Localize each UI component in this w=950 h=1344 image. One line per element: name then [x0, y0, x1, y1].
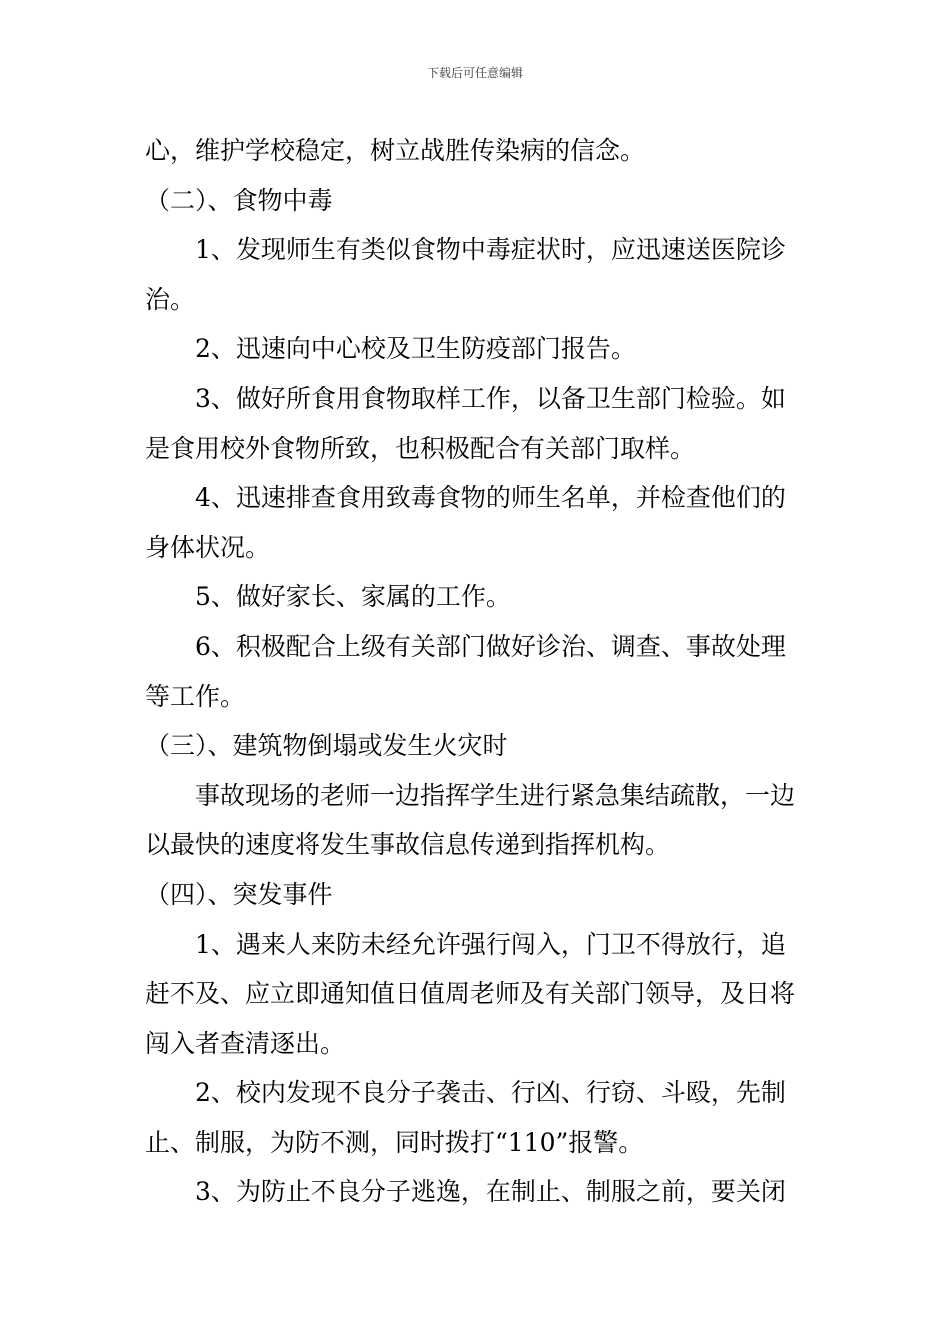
- section-heading-emergency: （四）、突发事件: [145, 879, 333, 909]
- paragraph-continuation: 心，维护学校稳定，树立战胜传染病的信念。: [145, 136, 646, 165]
- paragraph-item: 3、做好所食用食物取样工作，以备卫生部门检验。如是食用校外食物所致，也积极配合有关部门取样。: [145, 383, 786, 463]
- document-body: [145, 126, 810, 1217]
- paragraph-item: 1、发现师生有类似食物中毒症状时，应迅速送医院诊治。: [145, 235, 786, 314]
- paragraph-item: 2、校内发现不良分子袭击、行凶、行窃、斗殴，先制止、制服，为防不测，同时拨打“110”报警。: [145, 1078, 786, 1157]
- section-heading-food-poisoning: （二）、食物中毒: [145, 185, 333, 215]
- paragraph-item: 5、做好家长、家属的工作。: [195, 582, 511, 612]
- paragraph-item: 4、迅速排查食用致毒食物的师生名单，并检查他们的身体状况。: [145, 483, 786, 562]
- paragraph-item: 6、积极配合上级有关部门做好诊治、调查、事故处理等工作。: [145, 631, 786, 711]
- paragraph-item: 事故现场的老师一边指挥学生进行紧急集结疏散，一边以最快的速度将发生事故信息传递到指挥机构。: [145, 780, 796, 860]
- paragraph-item: 3、为防止不良分子逃逸，在制止、制服之前，要关闭: [195, 1177, 786, 1207]
- paragraph-item: 2、迅速向中心校及卫生防疫部门报告。: [195, 334, 636, 364]
- paragraph-item: 1、遇来人来防未经允许强行闯入，门卫不得放行，追赶不及、应立即通知值日值周老师及有关部门领导，及日将闯入者查清逐出。: [145, 929, 796, 1058]
- page-header-note: 下载后可任意编辑: [426, 66, 523, 80]
- section-heading-building-collapse-fire: （三）、建筑物倒塌或发生火灾时: [145, 731, 508, 761]
